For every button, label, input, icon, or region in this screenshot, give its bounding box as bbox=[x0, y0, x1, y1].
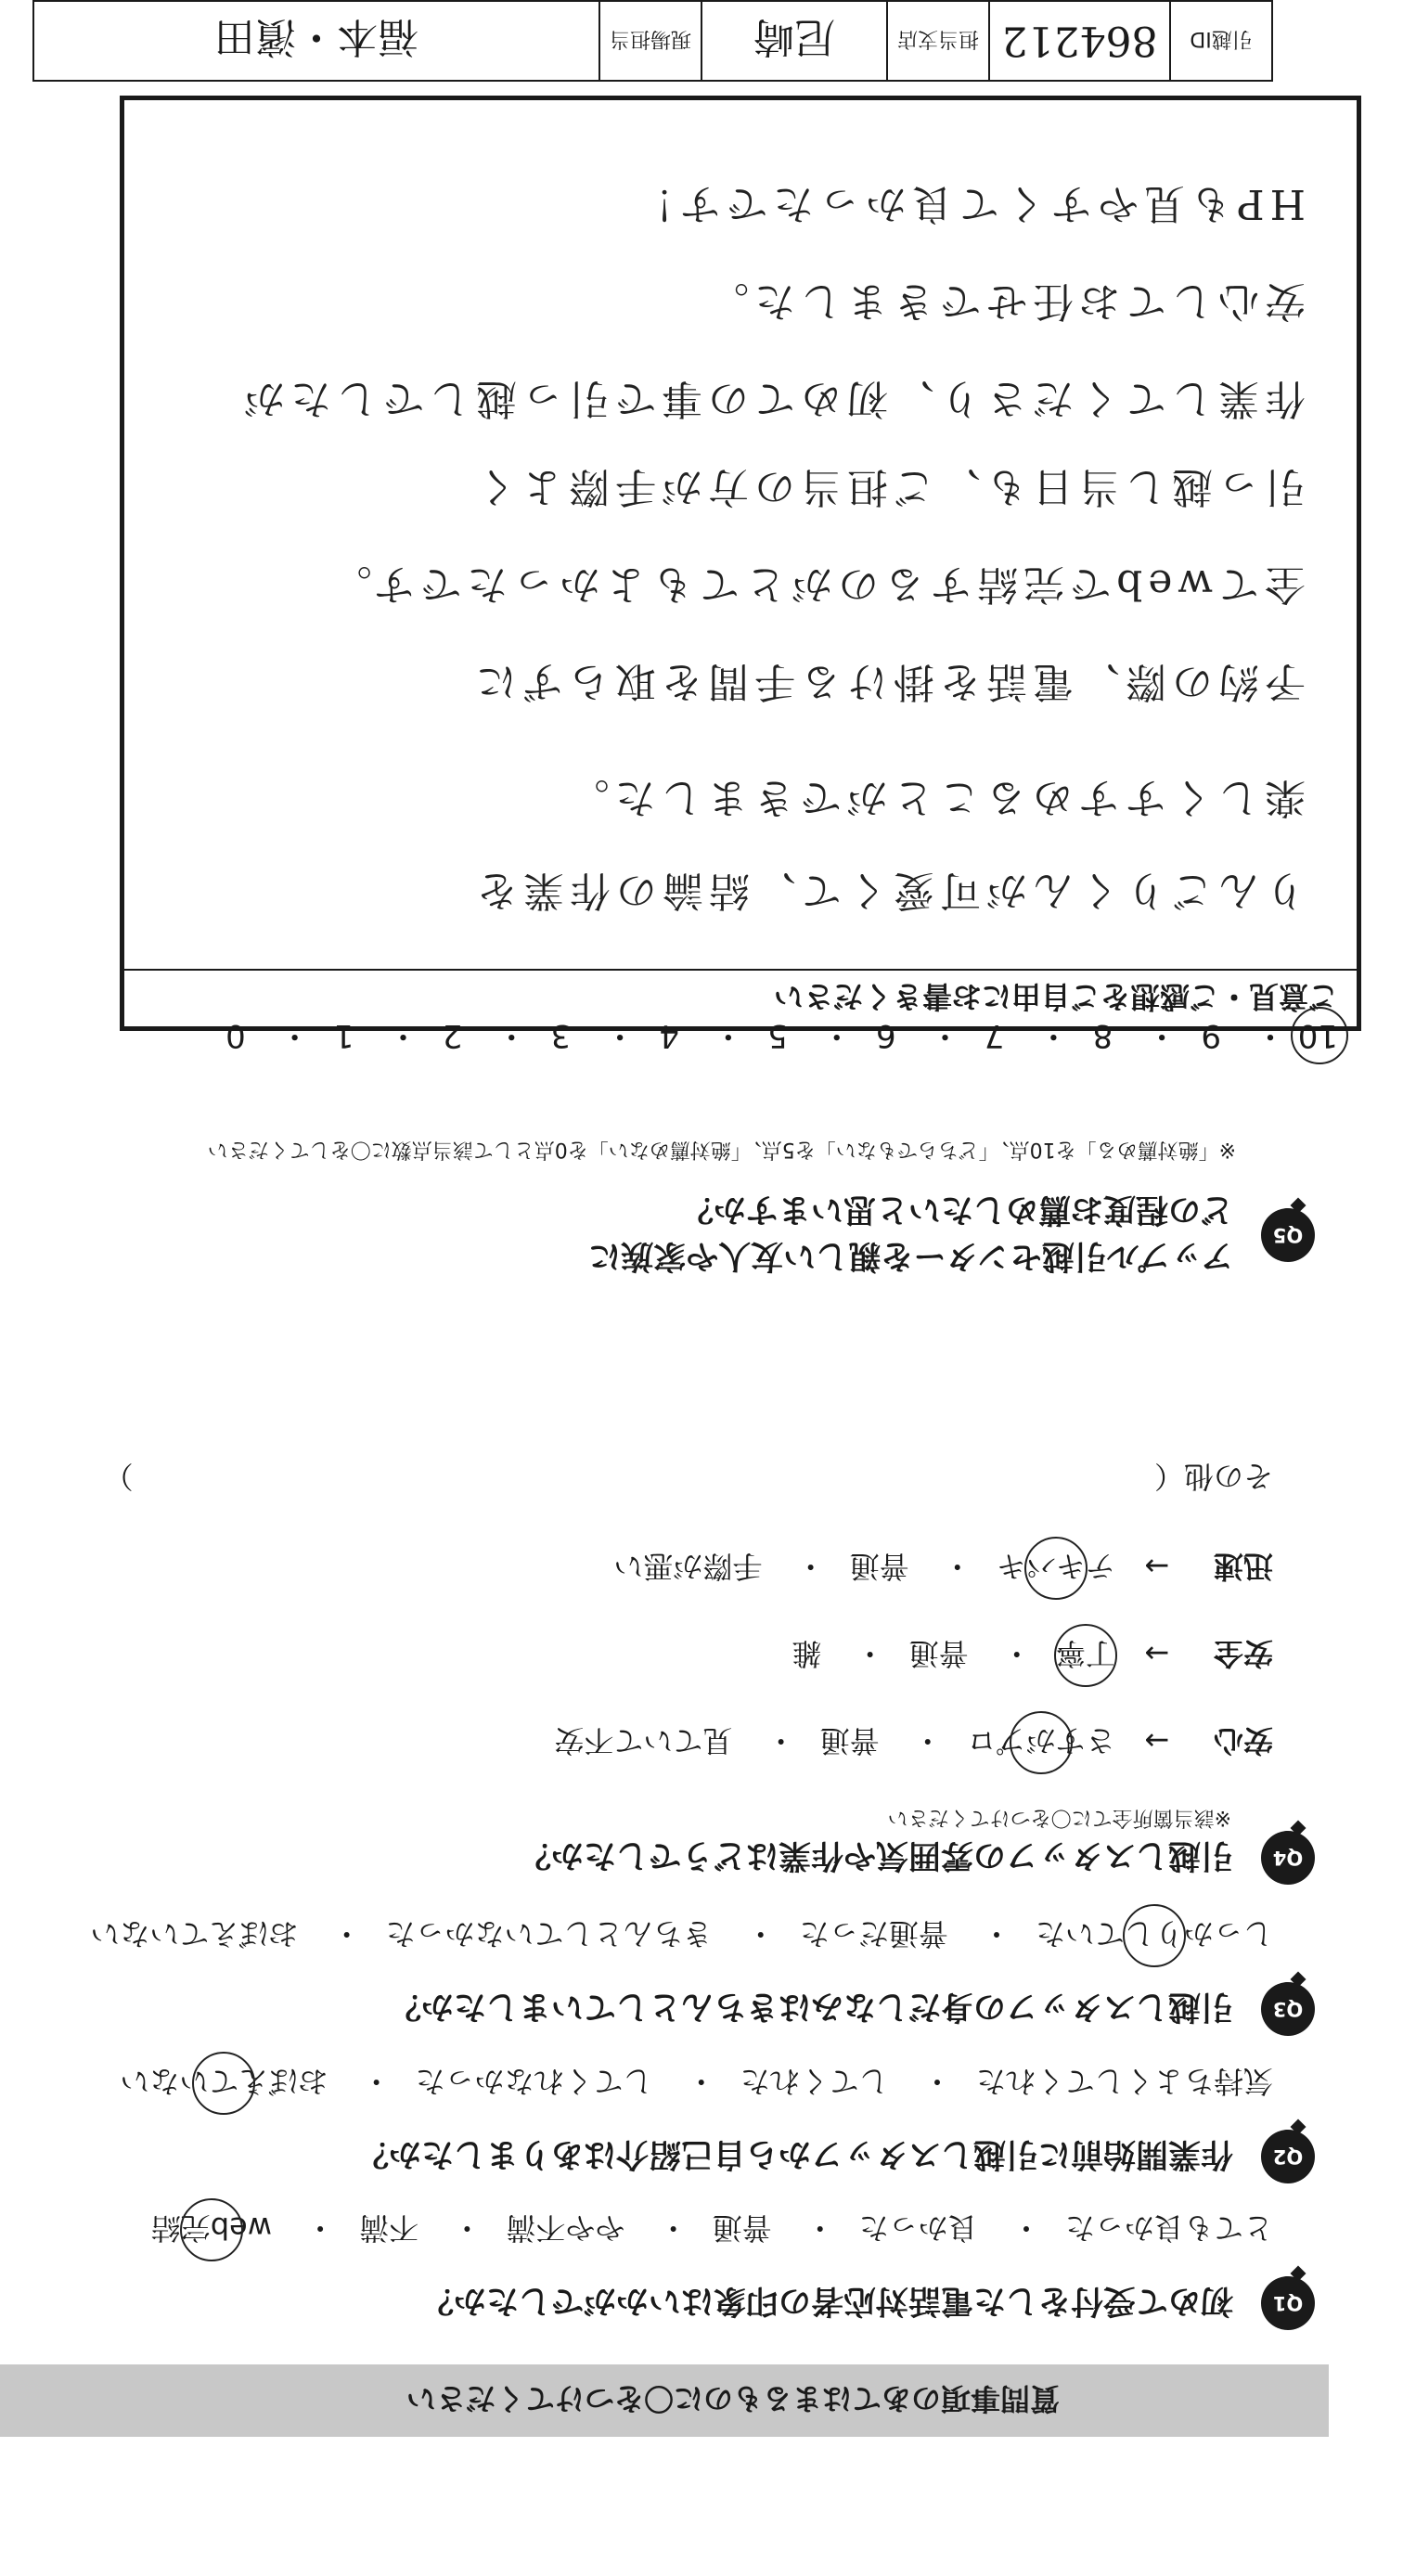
arrow-icon: → bbox=[1144, 1723, 1170, 1758]
comment-line: HPも見やすくて良かったです！ bbox=[628, 180, 1306, 227]
branch-label: 担当支店 bbox=[886, 2, 988, 80]
branch-value: 尼崎 bbox=[701, 2, 886, 80]
id-table bbox=[32, 0, 1273, 82]
arrow-icon: → bbox=[1144, 1549, 1170, 1584]
q2-text: 作業開始前に引越しスタッフから自己紹介はありましたか？ bbox=[355, 2135, 1233, 2172]
q5-scale: 10・ 9・ 8・ 7・ 6・ 5・ 4・ 3・ 2・ 1・ 0 bbox=[217, 1016, 1338, 1062]
q4-badge: Q4 bbox=[1261, 1831, 1315, 1885]
comment-line: 引っ越し当日も、ご担当の方が手際よく bbox=[470, 463, 1306, 510]
q4-row-label: 迅速 bbox=[1213, 1549, 1273, 1584]
q4-other-label: その他（ bbox=[1153, 1459, 1273, 1494]
instruction-banner bbox=[0, 2364, 1329, 2437]
q2-option[interactable]: 気持ちよくしてくれた bbox=[975, 2064, 1273, 2099]
q4-option[interactable]: 手際が悪い bbox=[613, 1549, 763, 1584]
comment-line: りんごりくんが可愛くて、結論の作業を bbox=[470, 867, 1306, 914]
scale-option[interactable]: 4 bbox=[659, 1017, 679, 1054]
id-value: 864212 bbox=[988, 2, 1169, 80]
id-label: 引越ID bbox=[1169, 2, 1271, 80]
comment-line: 作業してくださり、初めての事で引っ越しでしたが bbox=[238, 375, 1306, 422]
q4-option-selected[interactable]: 丁寧 bbox=[1056, 1634, 1115, 1677]
q5-note: ※「絶対薦める」を10点、「どちらでもない」を5点、「絶対薦めない」を0点として該当点数に〇をしてください bbox=[207, 1138, 1236, 1161]
question-3 bbox=[389, 1982, 1315, 2036]
q2-options: 気持ちよくしてくれた・ してくれた・ してくれなかった・ おぼえていない bbox=[120, 2062, 1273, 2105]
q1-option[interactable]: 普通 bbox=[712, 2210, 772, 2246]
q1-option[interactable]: とても良かった bbox=[1064, 2210, 1273, 2246]
comment-line: 安心してお任せできました。 bbox=[702, 277, 1306, 325]
q4-option-selected[interactable]: さすがプロ bbox=[967, 1721, 1115, 1764]
scale-option[interactable]: 9 bbox=[1201, 1017, 1222, 1054]
q3-option[interactable]: 普通だった bbox=[799, 1916, 948, 1951]
comment-line: 楽しくすすめることができました。 bbox=[562, 774, 1306, 821]
staff-label: 現場担当 bbox=[599, 2, 701, 80]
question-4 bbox=[519, 1831, 1315, 1885]
q4-option[interactable]: 普通 bbox=[908, 1636, 969, 1671]
scale-option[interactable]: 3 bbox=[550, 1017, 572, 1054]
scale-option-selected[interactable]: 10 bbox=[1297, 1017, 1338, 1054]
q1-option[interactable]: 良かった bbox=[858, 2210, 978, 2246]
q5-text-line2: どの程度お薦めしたいと思いますか？ bbox=[680, 1191, 1233, 1228]
q1-options: とても良かった・ 良かった・ 普通・ やや不満・ 不満・ web完結 bbox=[151, 2209, 1273, 2251]
q5-text bbox=[588, 1189, 1233, 1282]
comment-heading bbox=[124, 969, 1357, 1026]
q2-badge: Q2 bbox=[1261, 2130, 1315, 2183]
q4-row-jinsoku: 迅速→ テキパキ・ 普通・ 手際が悪い bbox=[613, 1547, 1273, 1590]
q1-option-selected[interactable]: web完結 bbox=[151, 2209, 272, 2251]
scale-option[interactable]: 5 bbox=[767, 1017, 788, 1054]
q4-other bbox=[104, 1457, 1273, 1500]
scale-option[interactable]: 2 bbox=[442, 1017, 463, 1054]
q4-note: ※該当箇所全てに〇をつけてください bbox=[887, 1806, 1231, 1829]
q3-badge: Q3 bbox=[1261, 1982, 1315, 2036]
question-2 bbox=[356, 2130, 1315, 2183]
scale-option[interactable]: 1 bbox=[333, 1017, 354, 1054]
arrow-icon: → bbox=[1144, 1636, 1170, 1671]
instruction-text: 質問事項のあてはまるものに〇をつけてください bbox=[405, 2381, 1060, 2416]
q3-option-selected[interactable]: しっかりしていた bbox=[1036, 1914, 1273, 1957]
scale-option[interactable]: 7 bbox=[984, 1017, 1005, 1054]
scale-option[interactable]: 0 bbox=[225, 1017, 246, 1054]
q1-option[interactable]: やや不満 bbox=[506, 2210, 625, 2246]
scale-option[interactable]: 6 bbox=[875, 1017, 896, 1054]
q1-text: 初めて受付をした電話対応者の印象はいかがでしたか？ bbox=[420, 2282, 1233, 2319]
q2-option[interactable]: してくれなかった bbox=[415, 2064, 653, 2099]
question-5 bbox=[588, 1189, 1315, 1282]
q1-badge: Q1 bbox=[1261, 2276, 1315, 2330]
scale-option[interactable]: 8 bbox=[1092, 1017, 1113, 1054]
q3-options: しっかりしていた・ 普通だった・ きちんとしていなかった・ おぼえていない bbox=[90, 1914, 1273, 1957]
question-1 bbox=[421, 2276, 1315, 2330]
q2-option[interactable]: してくれた bbox=[740, 2064, 889, 2099]
q4-text: 引越しスタッフの雰囲気や作業はどうでしたか？ bbox=[518, 1836, 1233, 1874]
q4-option[interactable]: 雑 bbox=[792, 1636, 822, 1671]
q4-option[interactable]: 見ていて不安 bbox=[554, 1723, 733, 1758]
comment-box bbox=[120, 96, 1361, 1031]
q4-option[interactable]: 普通 bbox=[849, 1549, 909, 1584]
q5-text-line1: アップル引越センターを親しい友人や家族に bbox=[588, 1237, 1233, 1274]
staff-value: 福本・濱田 bbox=[214, 13, 418, 60]
q3-option[interactable]: きちんとしていなかった bbox=[385, 1916, 713, 1951]
q4-row-label: 安心 bbox=[1213, 1723, 1273, 1758]
q4-option-selected[interactable]: テキパキ bbox=[997, 1547, 1115, 1590]
q4-option[interactable]: 普通 bbox=[819, 1723, 880, 1758]
comment-line: 全てwebで完結するのがとてもよかったです。 bbox=[325, 560, 1306, 608]
q4-row-anzen: 安全→ 丁寧・ 普通・ 雑 bbox=[792, 1634, 1273, 1677]
q3-text: 引越しスタッフの身だしなみはきちんとしていましたか？ bbox=[388, 1988, 1233, 2025]
comment-line: 予約の際、電話を掛ける手間を取らずに bbox=[470, 658, 1306, 705]
q4-row-anshin: 安心→ さすがプロ・ 普通・ 見ていて不安 bbox=[554, 1721, 1273, 1764]
comment-heading-text: ご意見・ご感想をご自由にお書きください bbox=[773, 979, 1338, 1014]
q3-option[interactable]: おぼえていない bbox=[90, 1916, 299, 1951]
q2-option-selected[interactable]: おぼえていない bbox=[120, 2062, 328, 2105]
q1-option[interactable]: 不満 bbox=[359, 2210, 419, 2246]
q4-row-label: 安全 bbox=[1213, 1636, 1273, 1671]
q4-other-close: ） bbox=[103, 1459, 134, 1494]
q5-badge: Q5 bbox=[1261, 1208, 1315, 1262]
